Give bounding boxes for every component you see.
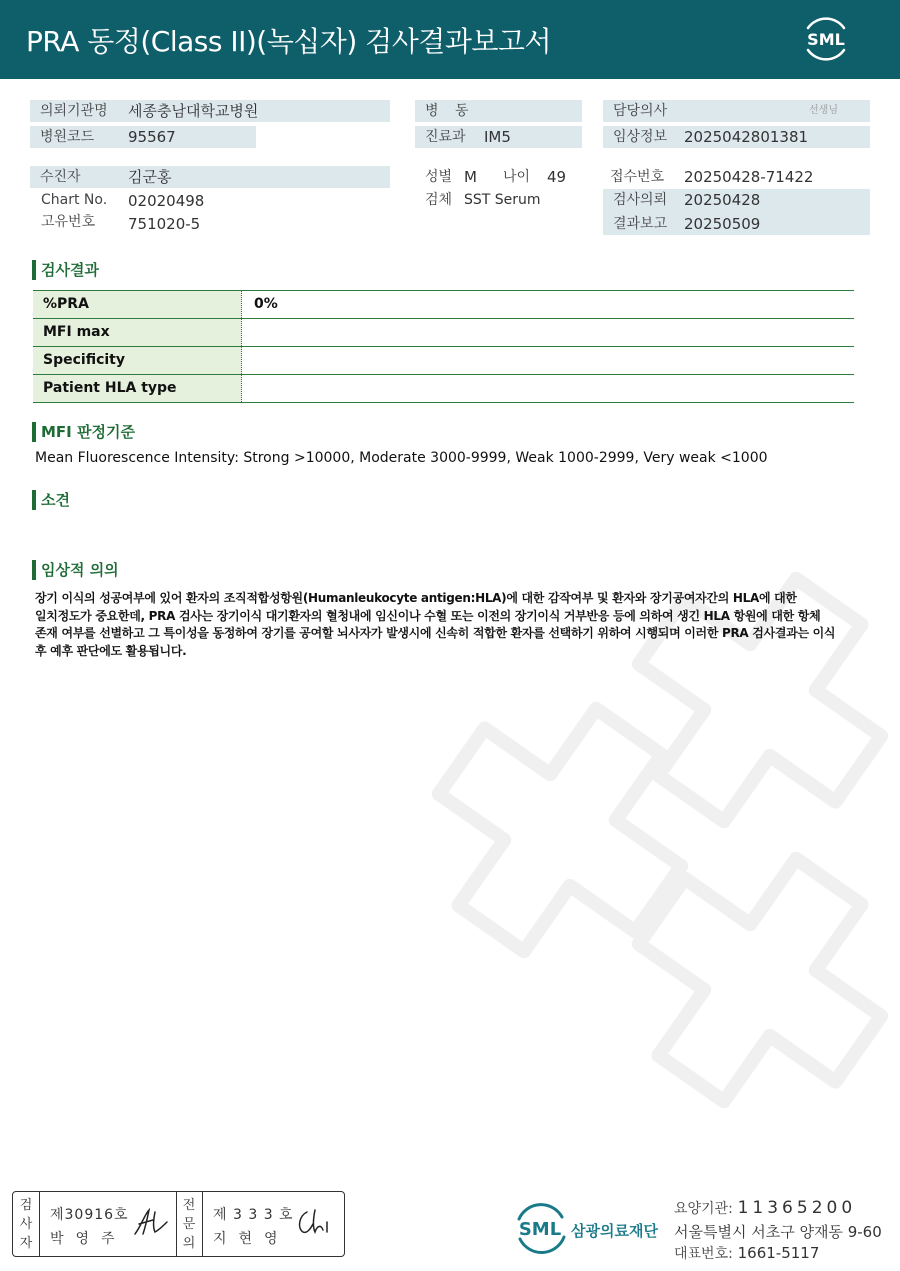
- examiner-role-char: 검: [19, 1198, 33, 1213]
- footer-phone-line: [674, 1243, 819, 1263]
- result-row: [33, 291, 854, 319]
- footer-address: 서울특별시 서초구 양재동 9-60: [674, 1223, 882, 1241]
- examiner-license: 제30916호: [50, 1207, 129, 1223]
- unique-label: 고유번호: [41, 214, 96, 230]
- receipt-label: 접수번호: [610, 169, 665, 185]
- criteria-text: Mean Fluorescence Intensity: Strong >10000, Moderate 3000-9999, Weak 1000-2999, Very weak <1000: [35, 450, 768, 466]
- requesting-org-label: 의뢰기관명: [40, 103, 108, 119]
- specimen-label: 검체: [425, 192, 453, 208]
- footer-code-label: 요양기관:: [674, 1201, 733, 1217]
- result-value: [242, 347, 854, 374]
- specialist-role-char: 전: [182, 1198, 196, 1213]
- chart-value: 02020498: [128, 192, 205, 210]
- footer-phone: 1661-5117: [737, 1244, 820, 1262]
- sign-divider: [202, 1192, 203, 1256]
- examiner-role: [15, 1196, 37, 1253]
- result-label: Specificity: [33, 347, 242, 374]
- result-value: 0%: [254, 296, 278, 312]
- result-label: Patient HLA type: [33, 375, 242, 402]
- sign-divider: [39, 1192, 40, 1256]
- specialist-signature-icon: [293, 1206, 333, 1238]
- result-row: [33, 319, 854, 347]
- age-value: 49: [547, 168, 567, 186]
- result-label: %PRA: [33, 291, 242, 318]
- results-section-title: 검사결과: [32, 260, 99, 280]
- hospital-code-label: 병원코드: [40, 129, 95, 145]
- examiner-signature-icon: [131, 1206, 171, 1238]
- doctor-label: 담당의사: [613, 103, 668, 119]
- significance-line: 존재 여부를 선별하고 그 특이성을 동정하여 장기를 공여할 뇌사자가 발생시에 신속히 적합한 환자를 선택하기 위하여 시행되며 이러한 PRA 검사결과는 이식: [35, 626, 836, 640]
- significance-section-title: 임상적 의의: [32, 560, 119, 580]
- footer-code-line: [674, 1198, 856, 1218]
- age-label: 나이: [503, 169, 531, 185]
- sml-footer-logo-icon: [510, 1199, 572, 1257]
- results-table: [33, 290, 854, 403]
- requesting-org-value: 세종충남대학교병원: [128, 102, 259, 120]
- significance-line: 장기 이식의 성공여부에 있어 환자의 조직적합성항원(Humanleukocyte antigen:HLA)에 대한 감작여부 및 환자와 장기공여자간의 HLA에 대한: [35, 591, 797, 605]
- report-date-label: 결과보고: [613, 216, 668, 232]
- report-date-value: 20250509: [684, 215, 761, 233]
- clinical-info-value: 2025042801381: [684, 128, 809, 146]
- specialist-license: 제 3 3 3 호: [213, 1207, 294, 1223]
- examiner-role-char: 사: [19, 1217, 33, 1232]
- footer-phone-label: 대표번호:: [674, 1246, 733, 1262]
- request-date-label: 검사의뢰: [613, 192, 668, 208]
- specialist-role-char: 의: [182, 1236, 196, 1251]
- result-label: MFI max: [33, 319, 242, 346]
- sml-footer-logo-text: SML: [518, 1219, 562, 1240]
- result-value: [242, 375, 854, 402]
- footer-org-name: 삼광의료재단: [571, 1222, 658, 1240]
- hospital-code-value: 95567: [128, 128, 176, 146]
- specialist-name: 지현영: [213, 1231, 290, 1247]
- significance-line: 일치정도가 중요한데, PRA 검사는 장기이식 대기환자의 혈청내에 임신이나 수혈 또는 이전의 장기이식 거부반응 등에 의하여 생긴 HLA 항원에 대한 항체: [35, 608, 821, 623]
- criteria-section-title: MFI 판정기준: [32, 422, 135, 442]
- significance-line: 후 예후 판단에도 활용됩니다.: [35, 643, 187, 658]
- sex-value: M: [464, 168, 477, 186]
- examiner-name: 박영주: [50, 1231, 127, 1247]
- result-row: [33, 347, 854, 375]
- footer-code: 11365200: [737, 1198, 857, 1218]
- significance-text: [35, 590, 855, 660]
- request-date-value: 20250428: [684, 191, 761, 209]
- result-value: [242, 319, 854, 346]
- doctor-suffix: 선생님: [809, 105, 838, 116]
- unique-value: 751020-5: [128, 215, 201, 233]
- receipt-value: 20250428-71422: [684, 168, 814, 186]
- sign-divider: [176, 1192, 177, 1256]
- dept-label: 진료과: [425, 129, 466, 145]
- result-row: [33, 375, 854, 403]
- examiner-role-char: 자: [19, 1236, 33, 1251]
- patient-row-bg: [30, 166, 390, 188]
- opinion-section-title: 소견: [32, 490, 70, 510]
- specialist-role-char: 문: [182, 1217, 196, 1232]
- patient-label: 수진자: [40, 169, 81, 185]
- sex-label: 성별: [425, 169, 453, 185]
- report-title: PRA 동정(Class II)(녹십자) 검사결과보고서: [26, 25, 552, 58]
- chart-label: Chart No.: [41, 192, 108, 208]
- sml-logo-text: SML: [807, 30, 845, 49]
- patient-value: 김군홍: [128, 168, 172, 186]
- report-header: [0, 0, 900, 79]
- dept-value: IM5: [484, 128, 511, 146]
- specialist-role: [178, 1196, 200, 1253]
- signature-box: [12, 1191, 345, 1257]
- ward-label: 병 동: [425, 103, 475, 119]
- specimen-value: SST Serum: [464, 192, 541, 208]
- sml-logo-icon: [800, 13, 852, 65]
- clinical-info-label: 임상정보: [613, 129, 668, 145]
